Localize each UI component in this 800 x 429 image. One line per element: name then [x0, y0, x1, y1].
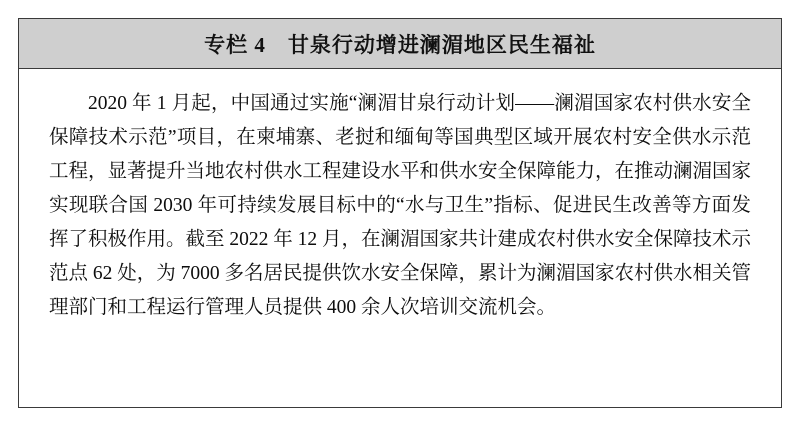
feature-box-body: [19, 69, 781, 335]
feature-box-paragraph: 2020 年 1 月起，中国通过实施“澜湄甘泉行动计划——澜湄国家农村供水安全保障技术示范”项目，在柬埔寨、老挝和缅甸等国典型区域开展农村安全供水示范工程，显著提升当地农村供水工程建设水平和供水安全保障能力，在推动澜湄国家实现联合国 2030 年可持续发展目标中的“水与卫生”指标、促进民生改善等方面发挥了积极作用。截至 2022 年 12 月，在澜湄国家共计建成农村供水安全保障技术示范点 62 处，为 7000 多名居民提供饮水安全保障，累计为澜湄国家农村供水相关管理部门和工程运行管理人员提供 400 余人次培训交流机会。: [49, 93, 752, 318]
feature-box: [18, 18, 782, 408]
feature-box-title: 专栏 4 甘泉行动增进澜湄地区民生福祉: [204, 32, 596, 57]
feature-box-header: [19, 19, 781, 69]
